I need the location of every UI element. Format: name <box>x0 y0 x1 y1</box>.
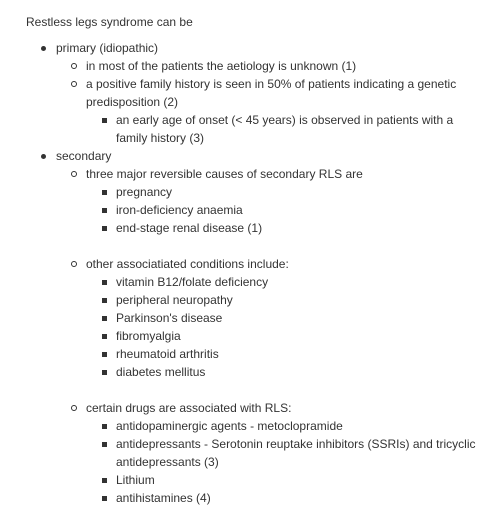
list-item-primary <box>26 39 485 147</box>
list-item-text: Lithium <box>116 473 155 487</box>
list-item <box>86 309 485 327</box>
list-item <box>86 111 485 147</box>
square-bullet-icon <box>102 316 107 321</box>
list-item <box>86 489 485 507</box>
list-item <box>86 363 485 381</box>
causes-label: three major reversible causes of secondary RLS are <box>86 167 363 181</box>
conditions-list <box>86 273 485 381</box>
list-item <box>86 183 485 201</box>
circle-bullet-icon <box>71 405 77 411</box>
primary-label: primary (idiopathic) <box>56 41 159 55</box>
intro-text: Restless legs syndrome can be <box>26 15 193 29</box>
list-item <box>86 273 485 291</box>
secondary-sublist <box>56 165 485 507</box>
list-item-text: antidopaminergic agents - metoclopramide <box>116 419 343 433</box>
square-bullet-icon <box>102 370 107 375</box>
list-item-text: diabetes mellitus <box>116 365 206 379</box>
square-bullet-icon <box>102 208 107 213</box>
list-item <box>86 219 485 237</box>
square-bullet-icon <box>102 496 107 501</box>
primary-sublist <box>56 57 485 147</box>
drugs-list <box>86 417 485 507</box>
circle-bullet-icon <box>71 171 77 177</box>
drugs-label: certain drugs are associated with RLS: <box>86 401 292 415</box>
list-item-text: end-stage renal disease (1) <box>116 221 263 235</box>
square-bullet-icon <box>102 478 107 483</box>
list-item-drugs <box>56 399 485 507</box>
list-item <box>86 345 485 363</box>
circle-bullet-icon <box>71 81 77 87</box>
list-item <box>86 201 485 219</box>
conditions-label: other associatiated conditions include: <box>86 257 289 271</box>
square-bullet-icon <box>102 190 107 195</box>
square-bullet-icon <box>102 424 107 429</box>
list-item-text: Parkinson's disease <box>116 311 223 325</box>
spacer <box>86 237 485 255</box>
list-item-text: vitamin B12/folate deficiency <box>116 275 269 289</box>
list-item <box>86 471 485 489</box>
square-bullet-icon <box>102 118 107 123</box>
list-item <box>86 327 485 345</box>
square-bullet-icon <box>102 280 107 285</box>
list-item-causes <box>56 165 485 255</box>
list-item-text: in most of the patients the aetiology is unknown (1) <box>86 59 357 73</box>
list-item-text: antihistamines (4) <box>116 491 211 505</box>
square-bullet-icon <box>102 442 107 447</box>
list-item-text: pregnancy <box>116 185 173 199</box>
list-item-text: rheumatoid arthritis <box>116 347 219 361</box>
list-item <box>86 291 485 309</box>
square-bullet-icon <box>102 226 107 231</box>
rls-types-list <box>26 39 485 507</box>
list-item-conditions <box>56 255 485 399</box>
list-item-text: iron-deficiency anaemia <box>116 203 243 217</box>
circle-bullet-icon <box>71 63 77 69</box>
disc-bullet-icon <box>41 154 46 159</box>
circle-bullet-icon <box>71 261 77 267</box>
list-item <box>86 435 485 471</box>
list-item <box>56 57 485 75</box>
square-bullet-icon <box>102 334 107 339</box>
spacer <box>86 381 485 399</box>
list-item-text: an early age of onset (< 45 years) is observed in patients with a family history (3) <box>116 113 454 145</box>
list-item-text: antidepressants - Serotonin reuptake inhibitors (SSRIs) and tricyclic antidepressants (3) <box>116 437 476 469</box>
list-item <box>86 417 485 435</box>
disc-bullet-icon <box>41 46 46 51</box>
list-item-text: fibromyalgia <box>116 329 181 343</box>
causes-list <box>86 183 485 237</box>
family-history-sublist <box>86 111 485 147</box>
square-bullet-icon <box>102 352 107 357</box>
square-bullet-icon <box>102 298 107 303</box>
list-item-text: peripheral neuropathy <box>116 293 233 307</box>
list-item-secondary <box>26 147 485 507</box>
secondary-label: secondary <box>56 149 112 163</box>
list-item-text: a positive family history is seen in 50% of patients indicating a genetic predisposition (2) <box>86 77 457 109</box>
list-item <box>56 75 485 147</box>
